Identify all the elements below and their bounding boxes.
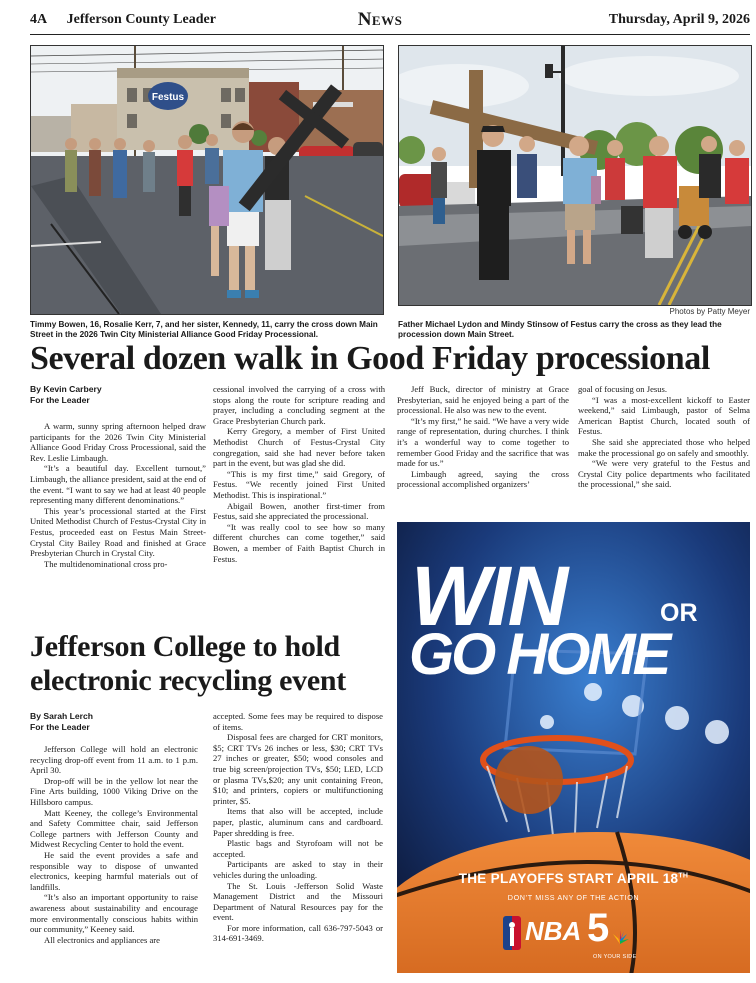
- ad-headline-go-home: GO HOME: [409, 622, 669, 687]
- story1-column-1: [30, 421, 206, 569]
- ad-headline-or: OR: [660, 599, 698, 627]
- paragraph: “We were very grateful to the Festus and Crystal City police departments who facilitated the processional,” she said.: [578, 458, 750, 490]
- nba-wordmark: NBA: [525, 916, 582, 946]
- channel-5-logo: 5: [587, 906, 610, 950]
- paragraph: Items that also will be accepted, include paper, plastic, aluminum cans and cardboard. Paper shredding is free.: [213, 806, 383, 838]
- paragraph: Drop-off will be in the yellow lot near the Fine Arts building, 1000 Viking Drive on the Hillsboro campus.: [30, 775, 198, 807]
- paragraph: Disposal fees are charged for CRT monitors, $5; CRT TVs 26 inches or less, $30; CRT TVs 27 inches or greater, $50; wood consoles and true big screen/projection TVs, $50; LED, LCD or plasma TVs,$20; any unit containing Freon, $10; and printers, copiers or multifunctioning printer, $5.: [213, 732, 383, 806]
- story2-column-2: [213, 711, 383, 944]
- byline-affiliation: For the Leader: [30, 722, 90, 732]
- paragraph: Abigail Bowen, another first-timer from Festus, said she appreciated the processional.: [213, 500, 385, 522]
- paragraph: “I was a most-excellent kickoff to Easter weekend,” said Limbaugh, pastor of Selma American Baptist Church, located south of Festus.: [578, 394, 750, 437]
- paragraph: Plastic bags and Styrofoam will not be accepted.: [213, 838, 383, 859]
- paragraph: “This is my first time,” said Gregory, of Festus. “We recently joined First United Methodist. This is inspirational.”: [213, 468, 385, 500]
- processional-photo-left: [30, 45, 384, 315]
- section-name: News: [357, 9, 403, 30]
- photo-credit: Photos by Patty Meyer: [669, 307, 750, 316]
- paragraph: “It’s my first,” he said. “We have a very wide range of representation, during churches. I think it’s a wonderful way to come together to remember Good Friday and the sacrifice that was made for us.”: [397, 415, 569, 469]
- nba-playoffs-ad[interactable]: [397, 522, 750, 973]
- paragraph: Jeff Buck, director of ministry at Grace Presbyterian, said he enjoyed being a part of the processional. He also was new to the event.: [397, 384, 569, 416]
- peacock-icon: [611, 930, 629, 944]
- paragraph: cessional involved the carrying of a cross with stops along the route for scripture reading and prayer, including a concluding segment at the Grace Presbyterian Church park.: [213, 384, 385, 426]
- byline-story1: [30, 384, 206, 406]
- paragraph: For more information, call 636-797-5043 or 314-691-3469.: [213, 922, 383, 944]
- photo-caption-left: Timmy Bowen, 16, Rosalie Kerr, 7, and her sister, Kennedy, 11, carry the cross down Main Street in the 2026 Twin City Ministerial Alliance Good Friday Processional.: [30, 320, 378, 339]
- ad-headline-win: WIN: [411, 549, 566, 643]
- paragraph: “It’s a beautiful day. Excellent turnout,” Limbaugh, the alliance president, said at the end of the event. “I want to say we had at least 40 people representing many different denominations.”: [30, 463, 206, 506]
- processional-photo-right: [398, 45, 752, 306]
- paragraph: All electronics and appliances are: [44, 934, 160, 945]
- paragraph: accepted. Some fees may be required to dispose of items.: [213, 711, 383, 732]
- ad-playoffs-text: THE PLAYOFFS START APRIL 18: [458, 871, 679, 886]
- channel-tagline: ON YOUR SIDE: [593, 954, 637, 960]
- page-number: 4A: [30, 12, 48, 27]
- story1-column-3: [397, 384, 569, 490]
- paragraph: The multidenominational cross pro-: [44, 558, 168, 569]
- festus-sign-text: Festus: [151, 92, 185, 103]
- ad-playoffs-date: [397, 871, 750, 886]
- paragraph: “It’s also an important opportunity to raise awareness about sustainability and encourage more environmentally conscious habits within our community,” Keeney said.: [30, 892, 198, 935]
- nba-logo-icon: [503, 916, 521, 950]
- byline-author: By Sarah Lerch: [30, 711, 94, 721]
- paragraph: goal of focusing on Jesus.: [578, 384, 668, 394]
- byline-affiliation: For the Leader: [30, 395, 90, 405]
- paragraph: Limbaugh agreed, saying the cross processional accomplished organizers’: [397, 468, 569, 490]
- page-header-left: [30, 12, 216, 28]
- headline-recycling: Jefferson College to hold electronic recycling event: [30, 630, 346, 697]
- paragraph: The St. Louis -Jefferson Solid Waste Management District and the Missouri Department of Natural Resources pay for the event.: [213, 880, 383, 923]
- headline-processional: Several dozen walk in Good Friday processional: [30, 340, 710, 377]
- paragraph: Matt Keeney, the college’s Environmental and Safety Committee chair, said Jefferson College partners with Jefferson County and Midwest Recycling Center to hold the event.: [30, 807, 198, 850]
- byline-author: By Kevin Carbery: [30, 384, 102, 394]
- paragraph: She said she appreciated those who helped make the processional go on safely and smoothly.: [578, 436, 750, 458]
- header-rule: [30, 34, 750, 35]
- issue-date: Thursday, April 9, 2026: [608, 12, 750, 27]
- paragraph: This year’s processional started at the First United Methodist Church of Festus-Crystal City in Festus, proceeded east on Festus Main Street-Crystal City Bailey Road and finished at Grace Presbyterian Church in Crystal City.: [30, 505, 206, 559]
- paragraph: Participants are asked to stay in their vehicles during the unloading.: [213, 859, 383, 880]
- byline-story2: [30, 711, 206, 733]
- story1-column-4: [578, 384, 750, 490]
- paragraph: A warm, sunny spring afternoon helped draw participants for the 2026 Twin City Ministerial Alliance Good Friday Cross Processional, said the Rev. Leslie Limbaugh.: [30, 421, 206, 463]
- publication-name: Jefferson County Leader: [66, 12, 216, 27]
- paragraph: Jefferson College will hold an electronic recycling drop-off event from 11 a.m. to 1 p.m. April 30.: [30, 744, 198, 776]
- ad-playoffs-suffix: TH: [678, 872, 689, 880]
- photo-caption-right: Father Michael Lydon and Mindy Stinsow of Festus carry the cross as they lead the procession down Main Street.: [398, 320, 722, 339]
- ad-tagline: DON’T MISS ANY OF THE ACTION: [507, 893, 640, 902]
- paragraph: “It was really cool to see how so many different churches can come together,” said Bowen, a member of Faith Baptist Church in Festus.: [213, 521, 385, 564]
- story1-column-2: [213, 384, 385, 564]
- paragraph: He said the event provides a safe and responsible way to dispose of unwanted electronics, keeping harmful materials out of landfills.: [30, 849, 198, 892]
- paragraph: Kerry Gregory, a member of First United Methodist Church of Festus-Crystal City congregation, said she had never before taken part in the event, but was glad she did.: [213, 426, 385, 469]
- story2-column-1: [30, 744, 198, 945]
